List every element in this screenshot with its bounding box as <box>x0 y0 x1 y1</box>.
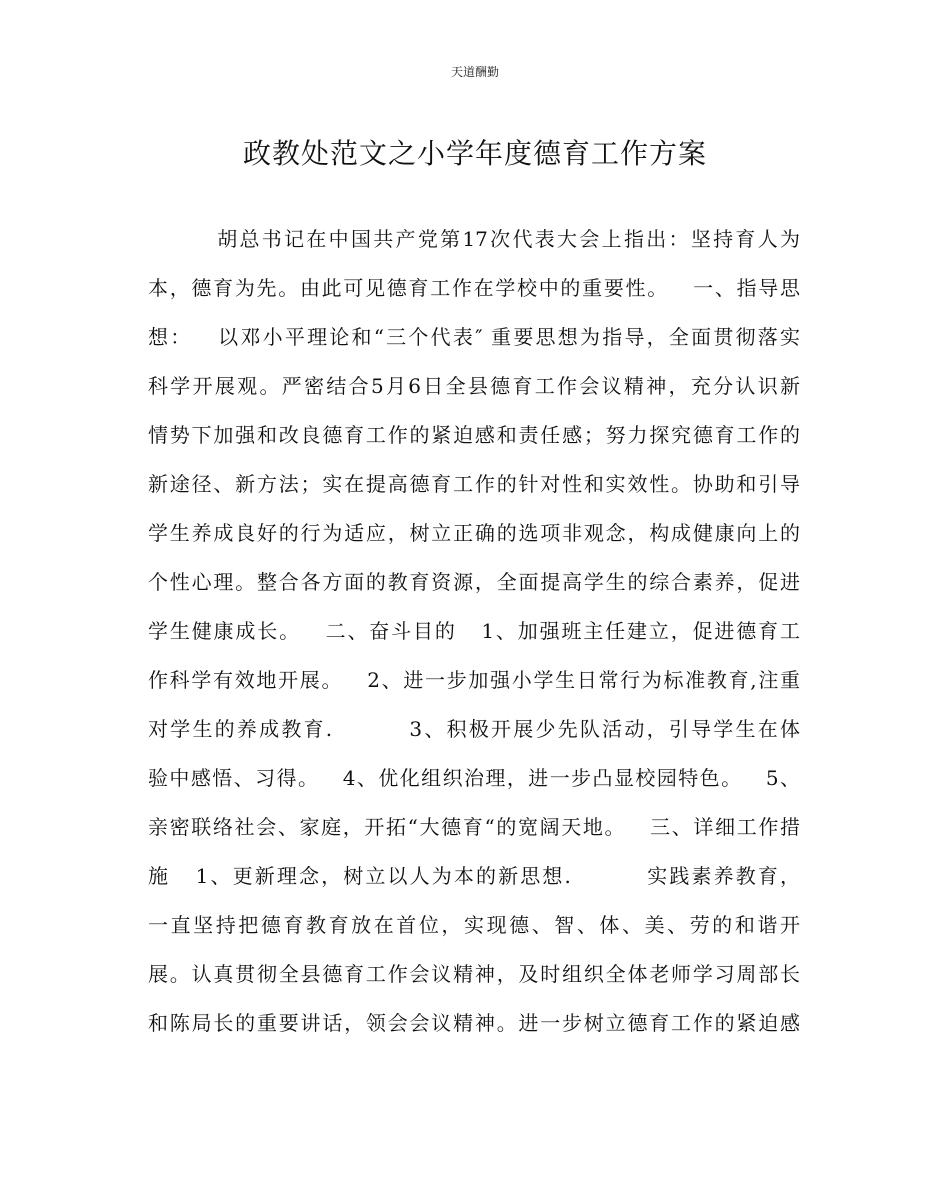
body-line: 本，德育为先。由此可见德育工作在学校中的重要性。 一、指导思 <box>148 276 800 300</box>
body-line: 作科学有效地开展。 2、进一步加强小学生日常行为标准教育,注重 <box>148 668 800 692</box>
body-line: 胡总书记在中国共产党第17次代表大会上指出：坚持育人为 <box>148 227 800 251</box>
body-line: 对学生的养成教育. 3、积极开展少先队活动，引导学生在体 <box>148 717 800 741</box>
document-title: 政教处范文之小学年度德育工作方案 <box>242 137 707 170</box>
body-line: 和陈局长的重要讲话，领会会议精神。进一步树立德育工作的紧迫感 <box>148 1011 800 1035</box>
body-line: 学生养成良好的行为适应，树立正确的选项非观念，构成健康向上的 <box>148 521 800 545</box>
body-line: 学生健康成长。 二、奋斗目的 1、加强班主任建立，促进德育工 <box>148 619 800 643</box>
body-line: 个性心理。整合各方面的教育资源，全面提高学生的综合素养，促进 <box>148 570 800 594</box>
body-line: 展。认真贯彻全县德育工作会议精神，及时组织全体老师学习周部长 <box>148 962 800 986</box>
document-body <box>148 218 800 1051</box>
page-header: 天道酬勤 <box>450 65 499 79</box>
body-line: 想： 以邓小平理论和“三个代表″ 重要思想为指导，全面贯彻落实 <box>148 325 800 349</box>
body-line: 科学开展观。严密结合5月6日全县德育工作会议精神，充分认识新 <box>148 374 800 398</box>
body-line: 一直坚持把德育教育放在首位，实现德、智、体、美、劳的和谐开 <box>148 913 800 937</box>
body-line: 情势下加强和改良德育工作的紧迫感和责任感；努力探究德育工作的 <box>148 423 800 447</box>
body-line: 新途径、新方法；实在提高德育工作的针对性和实效性。协助和引导 <box>148 472 800 496</box>
body-line: 验中感悟、习得。 4、优化组织治理，进一步凸显校园特色。 5、 <box>148 766 800 790</box>
body-line: 亲密联络社会、家庭，开拓“大德育“的宽阔天地。 三、详细工作措 <box>148 815 800 839</box>
body-line: 施 1、更新理念，树立以人为本的新思想. 实践素养教育， <box>148 864 800 888</box>
